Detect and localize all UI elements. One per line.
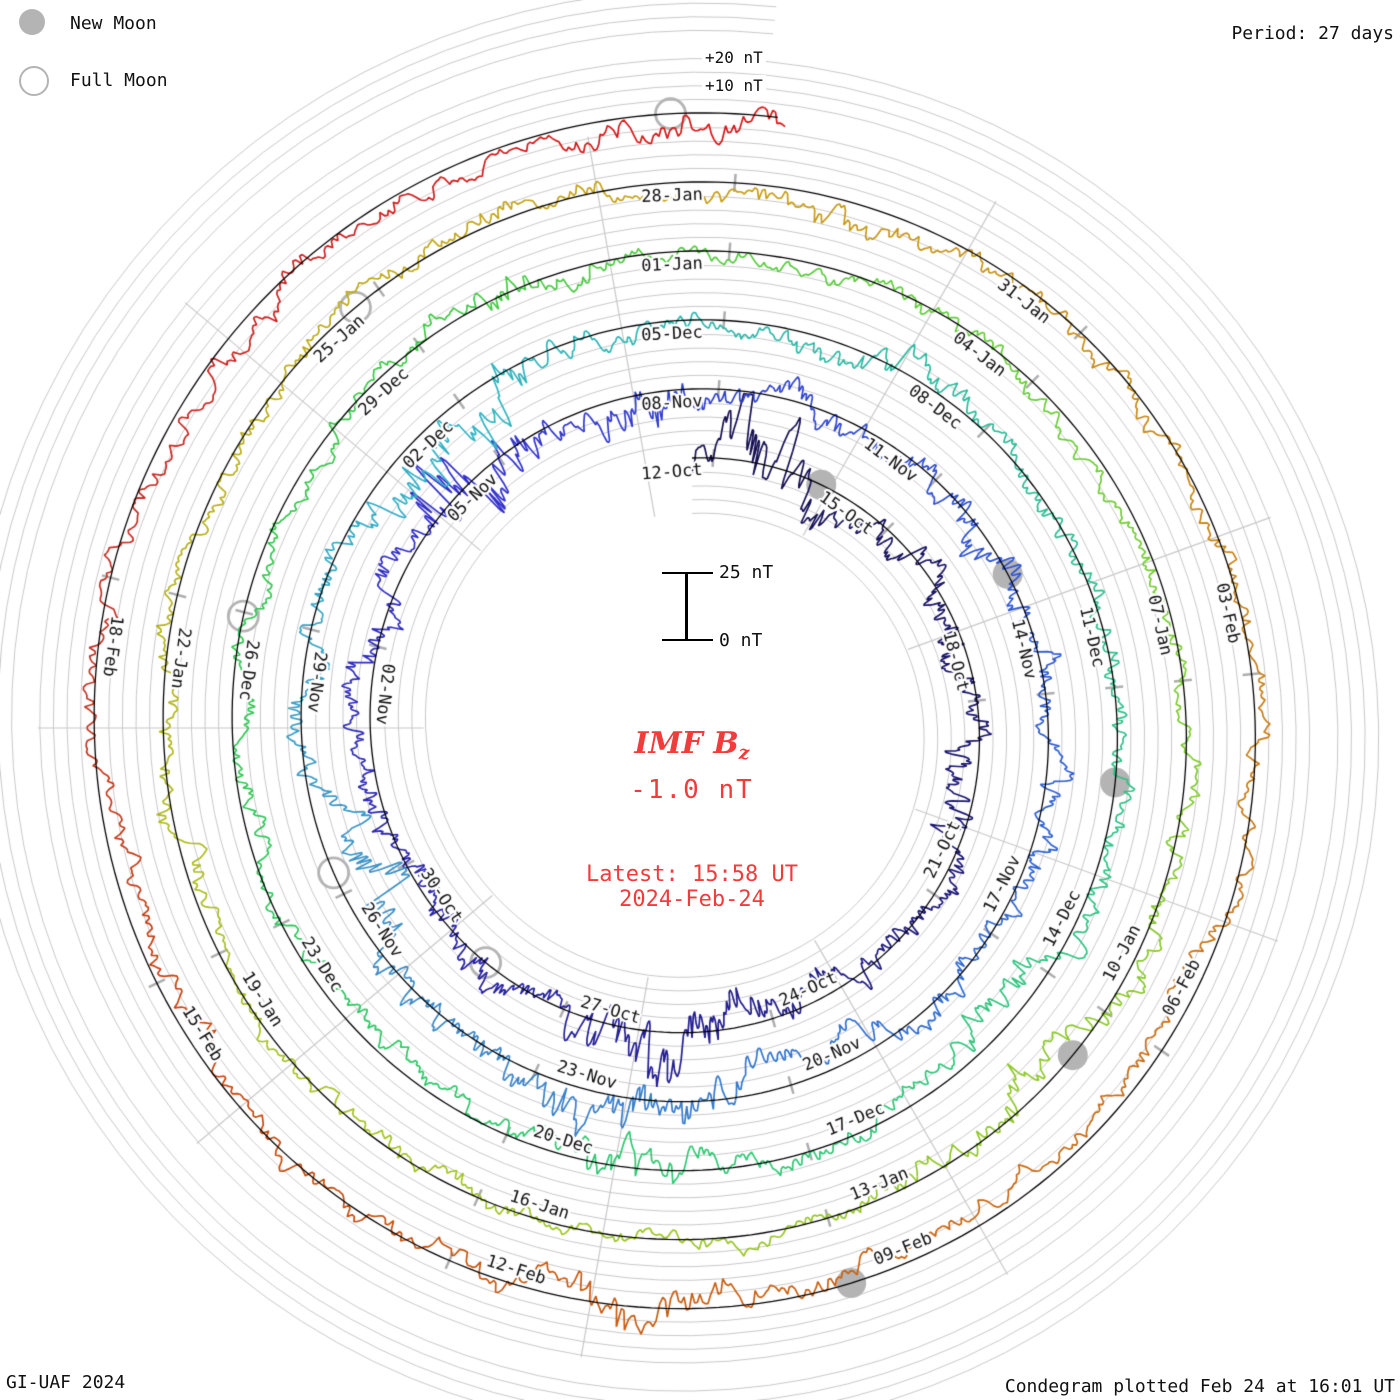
full-moon-icon	[19, 66, 49, 96]
plus10-gridline-label: +10 nT	[702, 75, 766, 96]
plotted-timestamp: Condegram plotted Feb 24 at 16:01 UT	[1004, 1376, 1395, 1397]
scale-top-label: 25 nT	[719, 562, 774, 583]
scale-bottom-label: 0 nT	[719, 630, 763, 651]
latest-timestamp: Latest: 15:58 UT 2024-Feb-24	[586, 862, 798, 912]
period-label: Period: 27 days	[1231, 23, 1394, 44]
legend-full-moon-label: Full Moon	[70, 70, 168, 91]
plus20-gridline-label: +20 nT	[702, 47, 766, 68]
new-moon-icon	[19, 9, 45, 35]
credit-label: GI-UAF 2024	[6, 1372, 126, 1393]
imf-bz-value: -1.0 nT	[630, 775, 754, 805]
imf-bz-title: IMF $B_z$	[634, 726, 750, 764]
legend-new-moon-label: New Moon	[70, 13, 157, 34]
